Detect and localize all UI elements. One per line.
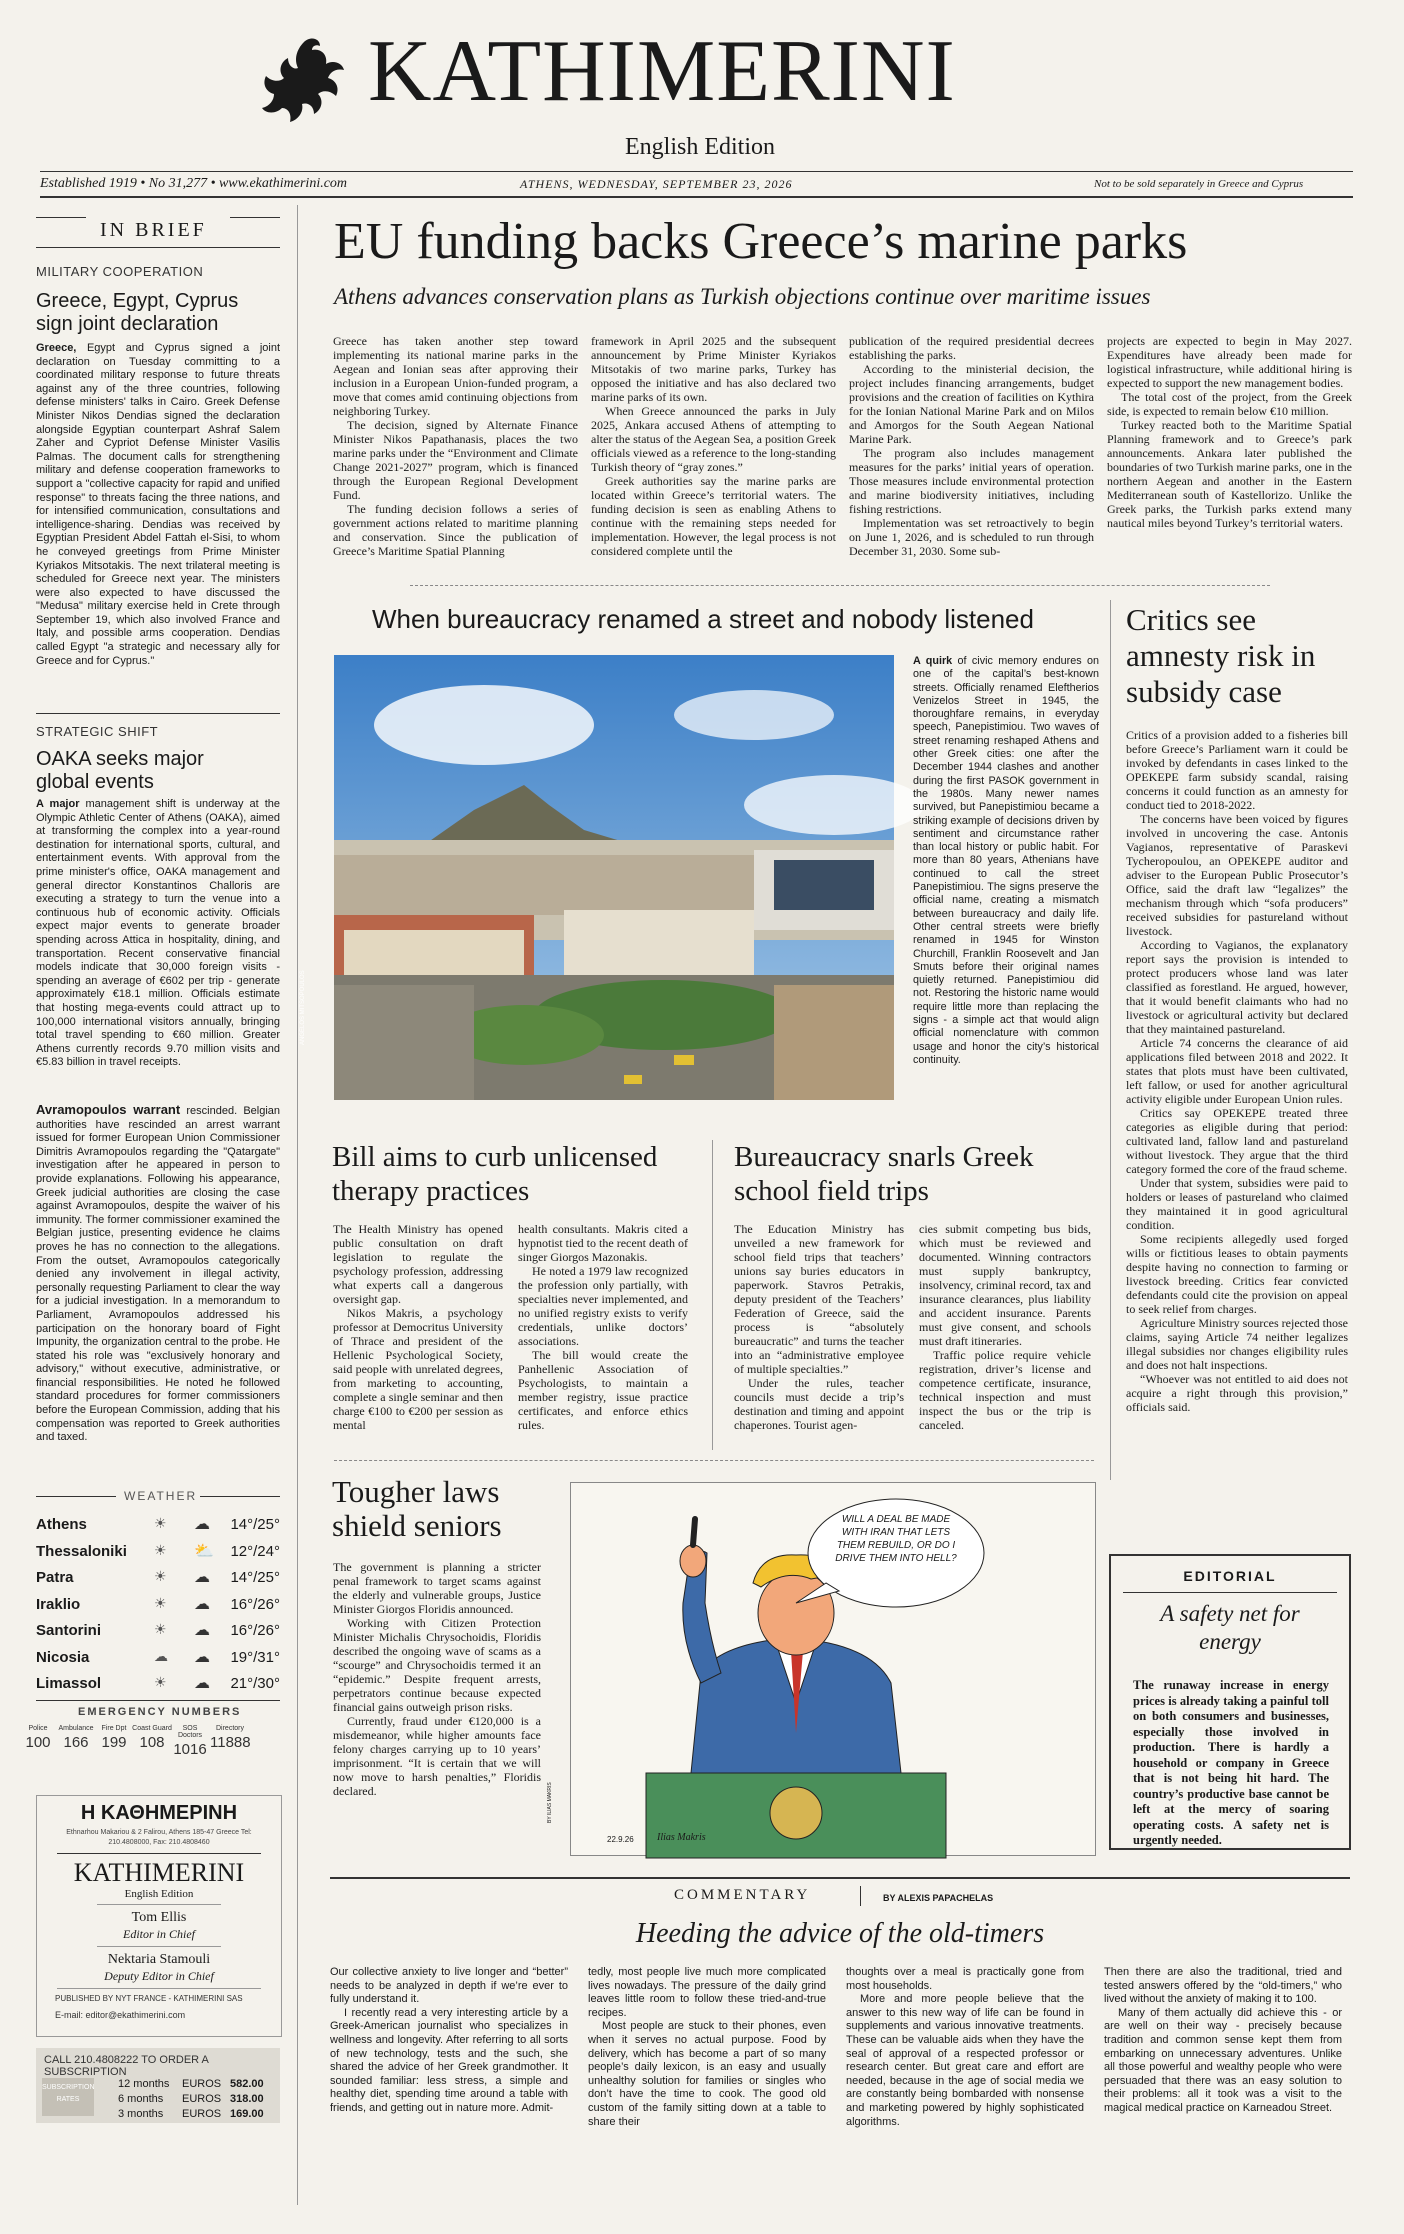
commentary-col-2 xyxy=(588,1966,826,2129)
commentary-headline: Heeding the advice of the old-timers xyxy=(635,1918,1045,1949)
brief-headline-military: Greece, Egypt, Cyprus sign joint declaration xyxy=(36,290,239,335)
weather-temp: 14°/25° xyxy=(230,1569,280,1586)
emergency-label: Fire Dpt xyxy=(101,1725,127,1732)
weather-city: Nicosia xyxy=(36,1648,90,1666)
paragraph: According to Vagianos, the explanatory report says the provision is intended to protect producers whose land was later classified as forestland. He argued, however, that it would benefit claimants who had no livestock or agricultural activity but declared that they maintained pastureland. xyxy=(1126,938,1348,1036)
weather-city: Athens xyxy=(36,1516,87,1533)
weather-temp: 21°/30° xyxy=(230,1675,280,1692)
paragraph: The program also includes management measures for the parks’ initial years of operation. Those measures include environmental protection and marine biodiversity initiatives, including fishing restrictions. xyxy=(849,446,1094,516)
weather-now-icon: ☀ xyxy=(154,1674,167,1690)
paragraph: The Health Ministry has opened public consultation on draft legislation to regulate the psychology profession, addressing what experts call a dangerous oversight gap. xyxy=(333,1222,503,1306)
deputy-name: Nektaria Stamouli xyxy=(107,1952,211,1967)
trips-col-2 xyxy=(919,1222,1091,1432)
emergency-item xyxy=(94,1725,134,1751)
paragraph: “Whoever was not entitled to aid does not acquire a right through this provision,” officials said. xyxy=(1126,1372,1348,1414)
paragraph: The funding decision follows a series of government actions related to maritime planning and conservation. Since the publication of Greece’s Maritime Spatial Planning xyxy=(333,502,578,558)
lead-headline: EU funding backs Greece’s marine parks xyxy=(334,213,1188,270)
paragraph: Traffic police require vehicle registration, driver’s license and competence certificate, insurance, technical inspection and must inspect the bus or the trip is canceled. xyxy=(919,1348,1091,1432)
emergency-number: 100 xyxy=(25,1734,51,1751)
deputy-title: Deputy Editor in Chief xyxy=(104,1969,214,1983)
weather-forecast-icon: ☁ xyxy=(194,1675,210,1692)
cartoon-bubble-text: WILL A DEAL BE MADE WITH IRAN THAT LETS THEM REBUILD, OR DO I DRIVE THEM INTO HELL? xyxy=(835,1514,957,1564)
paragraph: projects are expected to begin in May 2027. Expenditures have already been made for logistical infrastructure, while additional hiring is expected to support the new management bodies. xyxy=(1107,334,1352,390)
subscription-currency: EUROS xyxy=(182,2078,222,2090)
paragraph: The government is planning a stricter penal framework to target scams against the elderly and vulnerable groups, Justice Minister Giorgos Floridis announced. xyxy=(333,1560,541,1616)
trips-col-1 xyxy=(734,1222,904,1432)
editorial-box xyxy=(1109,1554,1351,1850)
paragraph: Turkey reacted both to the Maritime Spatial Planning framework and to Greece’s park announcements. Ankara later published the boundaries of two Turkish marine parks, one in the northern Aegean and another in the Eastern Mediterranean south of Kastellorizo. Unlike the Greek parks, the Turkish parks extend many nautical miles beyond Turkey’s territorial waters. xyxy=(1107,418,1352,530)
weather-row xyxy=(36,1592,280,1618)
subscription-period: 6 months xyxy=(118,2093,164,2105)
subscription-row xyxy=(118,2108,268,2122)
lead-col-3 xyxy=(849,334,1094,558)
emergency-number: 166 xyxy=(63,1734,89,1751)
weather-city: Iraklio xyxy=(36,1595,81,1613)
emergency-label: SOS Doctors xyxy=(177,1725,203,1739)
paragraph: The Education Ministry has unveiled a new framework for school field trips that teachers’ unions say buries educators in paperwork. Stavros Petrakis, deputy president of the Teachers’ Federation of Greece, said the process is “absolutely bureaucratic” and turns the teacher into an “administrative employee of multiple specialties.” xyxy=(734,1222,904,1376)
paragraph: Most people are stuck to their phones, even when it serves no actual purpose. Food by delivery, which has become a part of so many people’s daily lexicon, is an easy and usually unhealthy solution for families or singles who don’t have the time to cook. The good old custom of the family sitting down at a table to share their xyxy=(588,2020,826,2128)
therapy-headline: Bill aims to curb unlicensed therapy practices xyxy=(332,1141,658,1207)
photo-credit: ANGELOS MITSOPOULOS xyxy=(300,970,306,1045)
paragraph: I recently read a very interesting article by a Greek-American journalist who specializes in wellness and longevity. After referring to all sorts of new technology, tests and the such, she shared the advice of her Greek grandmother. It sounded familiar: less stress, a simple and healthy diet, spending time around a table with friends, and getting out in nature more. Admit- xyxy=(330,2006,568,2114)
paragraph: Greek authorities say the marine parks are located within Greece’s territorial waters. The funding decision is seen as enabling Athens to continue with the remaining steps needed for implementation. However, the legal process is not considered complete until the xyxy=(591,474,836,558)
emergency-item xyxy=(170,1725,210,1758)
cartoon-credit: BY ILIAS MAKRIS xyxy=(547,1782,553,1823)
weather-now-icon: ☀ xyxy=(154,1541,167,1558)
editor-title: Editor in Chief xyxy=(123,1927,195,1941)
commentary-col-4 xyxy=(1104,1966,1342,2116)
lead-subhead: Athens advances conservation plans as Turkish objections continue over maritime issues xyxy=(334,284,1151,309)
paragraph: Working with Citizen Protection Minister Michalis Chrysochoidis, Floridis described the ongoing wave of scams as a “scourge” and Chrysochoidis termed it an “epidemic.” Despite frequent arrests, perpetrators continue because expected financial gains outweigh prison risks. xyxy=(333,1616,541,1714)
weather-temp: 14°/25° xyxy=(230,1516,280,1533)
commentary-col-3 xyxy=(846,1966,1084,2129)
imprint-edition: English Edition xyxy=(124,1888,194,1900)
cartoon-signature: Ilias Makris xyxy=(657,1832,706,1843)
paragraph: tedly, most people live much more complicated lives nowadays. The pressure of the daily grind leaves little room to follow these tried-and-true recipes. xyxy=(588,1966,826,2019)
weather-forecast-icon: ⛅ xyxy=(194,1542,214,1560)
weather-temp: 16°/26° xyxy=(230,1595,280,1613)
imprint-address: Ethnarhou Makariou & 2 Falirou, Athens 185-47 Greece Tel: 210.4808000, Fax: 210.4808460 xyxy=(66,1829,252,1846)
masthead xyxy=(0,0,1404,200)
cartoon xyxy=(547,1482,1096,1856)
emergency-item xyxy=(210,1725,250,1751)
subscription-price: 582.00 xyxy=(230,2078,264,2090)
subscription-side-label: SUBSCRIPTION RATES xyxy=(42,2078,94,2116)
weather-forecast-icon: ☁ xyxy=(194,1648,210,1666)
cartoon-date: 22.9.26 xyxy=(607,1835,634,1844)
emergency-label: Coast Guard xyxy=(132,1725,172,1732)
weather-city: Thessaloniki xyxy=(36,1542,127,1560)
paragraph: Article 74 concerns the clearance of aid applications filed between 2018 and 2022. It states that plots must have been cultivated, left fallow, or used for another agricultural activity eligible under European Union rules. xyxy=(1126,1036,1348,1106)
weather-temp: 19°/31° xyxy=(230,1648,280,1666)
paragraph: Critics say OPEKEPE treated three categories as eligible during that period: cultivated land, fallow land and pastureland without livestock. They argue that the third category formed the core of the fraud scheme. xyxy=(1126,1106,1348,1176)
paragraph: The decision, signed by Alternate Finance Minister Nikos Papathanasis, places the two marine parks under the “Environment and Climate Change 2021-2027” program, which is financed through the European Regional Development Fund. xyxy=(333,418,578,502)
weather-row xyxy=(36,1618,280,1644)
seniors-headline: Tougher laws shield seniors xyxy=(332,1474,502,1543)
athens-photo xyxy=(300,655,894,1100)
athens-photo-svg xyxy=(334,655,894,1100)
lead-col-4 xyxy=(1107,334,1352,530)
eagle-logo-icon xyxy=(258,34,348,130)
emergency-label: Directory xyxy=(215,1725,244,1732)
greek-logo: Η ΚΑΘΗΜΕΡΙΝΗ xyxy=(80,1802,238,1824)
weather-now-icon: ☀ xyxy=(154,1515,167,1531)
therapy-col-1 xyxy=(333,1222,503,1432)
weather-row xyxy=(36,1671,280,1697)
subscription-row xyxy=(118,2078,268,2092)
subscription-period: 12 months xyxy=(118,2078,170,2090)
lead-col-2 xyxy=(591,334,836,558)
paragraph: Critics of a provision added to a fisheries bill before Greece’s Parliament warn it could be invoked by defendants in cases linked to the OPEKEPE farm subsidy scandal, raising concerns it could function as an amnesty for conduct tied to 2018-2022. xyxy=(1126,728,1348,812)
emergency-number: 11888 xyxy=(210,1734,251,1751)
weather-row xyxy=(36,1645,280,1671)
commentary-byline: BY ALEXIS PAPACHELAS xyxy=(883,1893,994,1903)
masthead-title: KATHIMERINI xyxy=(368,23,956,120)
commentary-col-1 xyxy=(330,1966,568,2116)
paragraph: framework in April 2025 and the subsequent announcement by Prime Minister Kyriakos Mitsotakis of two marine parks, Turkey has opposed the initiative and has also declared two marine parks of its own. xyxy=(591,334,836,404)
critics-col xyxy=(1126,728,1348,1414)
brief-label-military: MILITARY COOPERATION xyxy=(36,264,204,279)
paragraph: More and more people believe that the answer to this new way of life can be found in supplements and various innovative treatments. These can be valuable aids when they have the seal of approval of a respected professor or research center. But great care and effort are needed, because in the age of social media we are constantly being bombarded with nonsense and marketing powered by highly sophisticated algorithms. xyxy=(846,1993,1084,2128)
paragraph: The bill would create the Panhellenic Association of Psychologists, to maintain a member registry, issue practice certificates, and enforce ethics rules. xyxy=(518,1348,688,1432)
subscription-currency: EUROS xyxy=(182,2093,222,2105)
paragraph: Agriculture Ministry sources rejected those claims, saying Article 74 neither legalizes illegal subsidies nor changes eligibility rules and does not halt inspections. xyxy=(1126,1316,1348,1372)
emergency-header: EMERGENCY NUMBERS xyxy=(78,1706,242,1718)
paragraph: health consultants. Makris cited a hypnotist tied to the recent death of singer Giorgos Mazonakis. xyxy=(518,1222,688,1264)
paragraph: Currently, fraud under €120,000 is a misdemeanor, while higher amounts face felony charges carrying up to 10 years’ imprisonment. “It is certain that we will now move to harsh penalties,” Floridis declared. xyxy=(333,1714,541,1798)
brief-text-avramopoulos: Avramopoulos warrant rescinded. Belgian authorities have rescinded an arrest warrant issued for former European Union Commissioner Dimitris Avramopoulos regarding the "Qatargate" investigation after he appeared in person to provide explanations. Following his appearance, Greek judicial authorities are closing the case against Avramopoulos, despite the waiver of his immunity. The former commissioner examined the Belgian justice, presenting evidence he claims proves he has no connection to the allegations. From the outset, Avramopoulos categorically denied any involvement in illegal activity, personally requesting Parliament to clear the way for a judicial investigation. In a memorandum to Parliament, Avramopoulos addressed his participation on the honorary board of Fight Impunity, the organization central to the probe. He stated his role was "exclusively honorary and advisory," without executive, administrative, or financial responsibilities. He noted he followed standard procedures for former commissioners before the European Commission, adding that his compensation was reported to Greek authorities and taxed. xyxy=(36,1102,281,1444)
emergency-number: 199 xyxy=(101,1734,127,1751)
weather-forecast-icon: ☁ xyxy=(194,1595,210,1613)
imprint-logo: KATHIMERINI xyxy=(73,1858,245,1887)
weather-city: Santorini xyxy=(36,1622,102,1639)
emergency-number: 1016 xyxy=(173,1741,207,1758)
brief-label-strategic: STRATEGIC SHIFT xyxy=(36,724,159,739)
weather-forecast-icon: ☁ xyxy=(194,1516,210,1533)
paragraph: Nikos Makris, a psychology professor at Democritus University of Thrace and president of the Hellenic Psychological Society, said people with unrelated degrees, from marketing to accounting, complete a single seminar and then charge €100 to €200 per session as mental xyxy=(333,1306,503,1432)
in-brief-header: IN BRIEF xyxy=(100,219,207,241)
brief-text-military: Greece, Egypt and Cyprus signed a joint declaration on Tuesday committing to a coordinated military response to future threats against any of the three countries, following defense ministers' talks in Cairo. Greek Defense Minister Nikos Dendias signed the declaration alongside Egyptian counterpart Ashraf Salem Zaher and Cypriot Defense Minister Vasilis Palmas. The document calls for strengthening military and defense cooperation frameworks to support a "collective capacity for rapid and unified response" to threats facing the three nations, and for intensified communication, consultations and intelligence-sharing. Dendias was received by Egyptian President Abdel Fattah el-Sisi, to whom he conveyed greetings from Prime Minister Kyriakos Mitsotakis. The next trilateral meeting is scheduled for Greece next year. The ministers were also expected to have discussed the "Medusa" military exercise held in Crete through September 19, which also involved France and Italy, and possible arms cooperation. Dendias called Egypt "a strategic and necessary ally for Greece and for Cyprus." xyxy=(36,342,280,667)
paragraph: He noted a 1979 law recognized the profession only partially, with specialties never implemented, and no unified registry exists to verify credentials, unlike doctors’ associations. xyxy=(518,1264,688,1348)
paragraph: cies submit competing bus bids, which must be reviewed and documented. Winning contractors must supply bankruptcy, insolvency, criminal record, tax and insurance clearances, plus liability and accident insurance. Parents must give consent, and schools must draft itineraries. xyxy=(919,1222,1091,1348)
paragraph: Some recipients allegedly used forged wills or fictitious leases to obtain payments despite having no connection to farming or livestock breeding. Critics fear convicted defendants could cite the provision on appeal to seek relief from charges. xyxy=(1126,1232,1348,1316)
imprint-box xyxy=(36,1795,282,2037)
paragraph: publication of the required presidential decrees establishing the parks. xyxy=(849,334,1094,362)
subscription-row xyxy=(118,2093,268,2107)
seniors-col xyxy=(333,1560,541,1798)
dateline: ATHENS, WEDNESDAY, SEPTEMBER 23, 2026 xyxy=(520,177,793,191)
weather-header: WEATHER xyxy=(124,1489,198,1503)
paragraph: Many of them actually did achieve this - or are well on their way - precisely because tradition and common sense kept them from embarking on unnecessary adventures. Unlike all those powerful and wealthy people who were persuaded that there was an easy solution to their problems: all it took was a visit to the magical medical practice on Karneadou Street. xyxy=(1104,2006,1342,2114)
publisher: PUBLISHED BY NYT FRANCE - KATHIMERINI SAS xyxy=(55,1994,243,2003)
emergency-item xyxy=(132,1725,172,1751)
weather-forecast-icon: ☁ xyxy=(194,1569,210,1586)
weather-temp: 16°/26° xyxy=(230,1622,280,1639)
emergency-number: 108 xyxy=(139,1734,165,1751)
paragraph: Implementation was set retroactively to begin on June 1, 2026, and is scheduled to run through December 31, 2030. Some sub- xyxy=(849,516,1094,558)
editor-name: Tom Ellis xyxy=(131,1910,187,1925)
therapy-col-2 xyxy=(518,1222,688,1432)
masthead-rule-bottom xyxy=(40,196,1353,198)
paragraph: Then there are also the traditional, tried and tested answers offered by the “old-timers,” who lived without the anxiety of making it to 100. xyxy=(1104,1966,1342,2006)
editorial-label: EDITORIAL xyxy=(1183,1568,1277,1584)
sale-notice: Not to be sold separately in Greece and Cyprus xyxy=(1094,178,1304,190)
weather-now-icon: ☀ xyxy=(154,1594,167,1611)
paragraph: Under that system, subsidies were paid to holders or leases of pastureland who claimed they maintained it in good agricultural condition. xyxy=(1126,1176,1348,1232)
lead-col-1 xyxy=(333,334,578,558)
subscription-currency: EUROS xyxy=(182,2108,222,2120)
brief-headline-strategic: OAKA seeks major global events xyxy=(36,748,204,793)
subscription-header: CALL 210.4808222 TO ORDER A SUBSCRIPTION xyxy=(44,2054,209,2078)
paragraph: The concerns have been voiced by figures involved in uncovering the case. Antonis Vagianos, representative of Paraskevi Tycheropoulou, an OPEKEPE auditor and adviser to the European Public Prosecutor’s Office, said the draft law “legalizes” the mechanism through which “sofa producers” received subsidies for pastureland without livestock. xyxy=(1126,812,1348,938)
weather-now-icon: ☀ xyxy=(154,1621,167,1637)
street-text: A quirk of civic memory endures on one of the capital’s best-known streets. Officially renamed Eleftherios Venizelos Street in 1945, the thoroughfare remains, in everyday speech, Panepistimiou. Two waves of street renaming reshaped Athens and other Greek cities: one after the December 1944 clashes and another during the first PASOK government in the 1980s. Many newer names survived, but Panepistimiou became a striking example of decisions driven by sentiment and circumstance rather than local history or public habit. For more than 80 years, Athenians have continued to call the street Panepistimiou. The signs preserve the official name, creating a mismatch between bureaucracy and daily life. Other central streets were briefly renamed in 1945 for Winston Churchill, Franklin Roosevelt and Jan Smuts before their original names quietly returned. Panepistimiou did not. Restoring the historic name would require little more than replacing the signs - a simple act that would align official nomenclature with common usage and honor the city’s historical continuity. xyxy=(913,655,1100,1066)
paragraph: Greece has taken another step toward implementing its national marine parks in the Aegean and Ionian seas after approving their inclusion in a European Union-funded program, a move that comes amid continuing objections from neighboring Turkey. xyxy=(333,334,578,418)
weather-row xyxy=(36,1512,280,1538)
weather-forecast-icon: ☁ xyxy=(194,1622,210,1639)
weather-city: Limassol xyxy=(36,1675,102,1692)
paragraph: According to the ministerial decision, the project includes financing arrangements, budget provisions and the creation of facilities on Kythira for the Ionian National Marine Park and on Milos and Amorgos for the South Aegean National Marine Park. xyxy=(849,362,1094,446)
weather-now-icon: ☁ xyxy=(154,1647,168,1664)
brief-text-strategic: A major management shift is underway at the Olympic Athletic Center of Athens (OAKA), aimed at transforming the complex into a year-round destination for international sports, cultural, and entertainment events. With approval from the prime minister's office, OAKA management and general director Konstantinos Challoris are executing a strategy to turn the venue into a continuous hub of economic activity. Officials expect major events to generate broader spending across Attica in hospitality, dining, and transportation. Recent conservative financial models indicate that 30,000 foreign visits - spending an average of €602 per trip - generate approximately €18.1 million. Officials estimate that hosting mega-events could attract up to 100,000 international visitors annually, bringing total travel spending to €60 million. Greater Athens currently records 9.70 million visits and €5.83 billion in travel receipts. xyxy=(36,798,280,1069)
street-headline: When bureaucracy renamed a street and nobody listened xyxy=(372,604,1034,634)
weather-row xyxy=(36,1565,280,1591)
emergency-item xyxy=(18,1725,58,1751)
weather-temp: 12°/24° xyxy=(230,1542,280,1560)
weather-city: Patra xyxy=(36,1569,74,1586)
paragraph: thoughts over a meal is practically gone from most households. xyxy=(846,1966,1084,1992)
editorial-text: The runaway increase in energy prices is already taking a painful toll on both consumers and businesses, especially those involved in production. There is hardly a household or company in Greece that is not being hit hard. The country’s productive base cannot be left at the mercy of soaring operating costs. A safety net is urgently needed. xyxy=(1133,1678,1329,1847)
subscription-price: 169.00 xyxy=(230,2108,264,2120)
emergency-item xyxy=(56,1725,96,1751)
masthead-edition: English Edition xyxy=(625,134,775,160)
emergency-label: Ambulance xyxy=(58,1725,94,1732)
trips-headline: Bureaucracy snarls Greek school field trips xyxy=(734,1141,1034,1207)
subscription-period: 3 months xyxy=(118,2108,164,2120)
paragraph: Our collective anxiety to live longer and “better” needs to be analyzed in depth if we’re ever to fully understand it. xyxy=(330,1966,568,2006)
paragraph: When Greece announced the parks in July 2025, Ankara accused Athens of attempting to alter the status of the Aegean Sea, a position Greek officials viewed as a reference to the long-standing Turkish theory of “gray zones.” xyxy=(591,404,836,474)
critics-headline: Critics see amnesty risk in subsidy case xyxy=(1126,602,1316,709)
weather-now-icon: ☀ xyxy=(154,1568,167,1584)
editorial-headline: A safety net for energy xyxy=(1160,1601,1300,1654)
paragraph: Under the rules, teacher councils must decide a trip’s destination and timing and appoint chaperones. Tourist agen- xyxy=(734,1376,904,1432)
commentary-label: COMMENTARY xyxy=(674,1887,811,1903)
imprint-email[interactable]: E-mail: editor@ekathimerini.com xyxy=(55,2010,186,2020)
paragraph: The total cost of the project, from the Greek side, is expected to remain below €10 million. xyxy=(1107,390,1352,418)
masthead-rule-top xyxy=(40,171,1353,172)
established-line: Established 1919 • No 31,277 • www.ekathimerini.com xyxy=(40,176,348,191)
weather-row xyxy=(36,1539,280,1565)
emergency-label: Police xyxy=(28,1725,48,1732)
subscription-price: 318.00 xyxy=(230,2093,264,2105)
